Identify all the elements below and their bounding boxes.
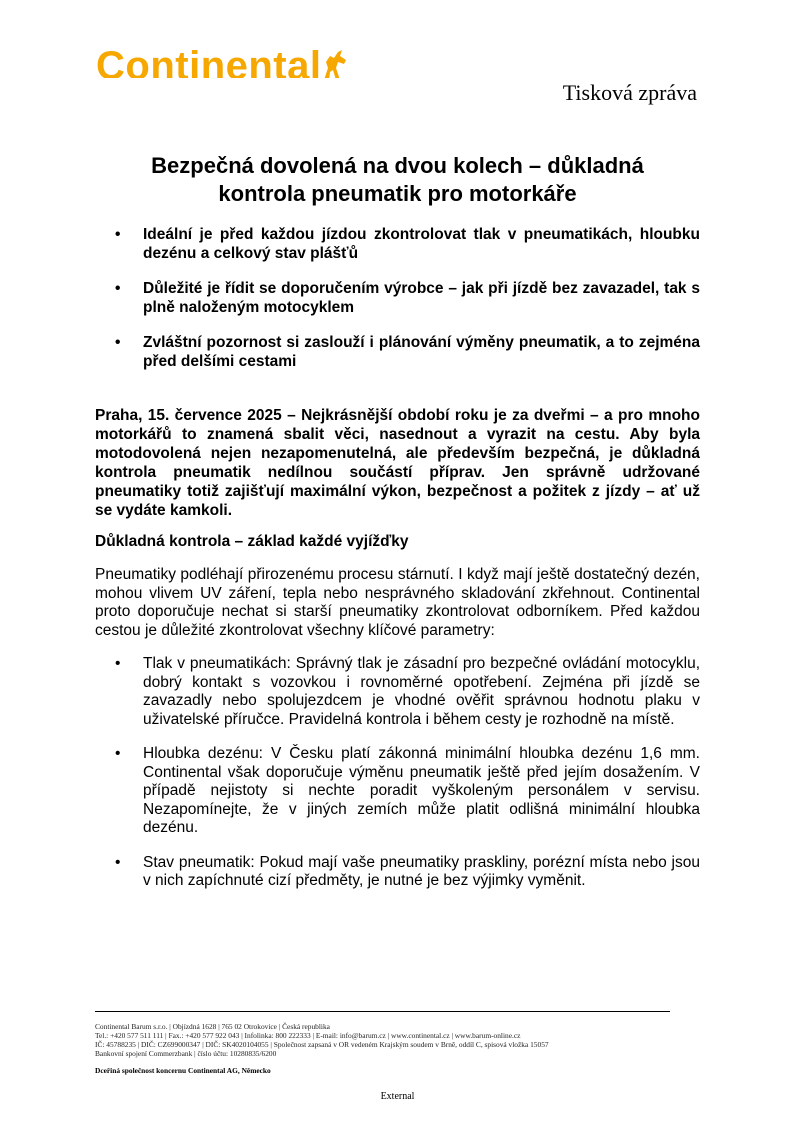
bullet-icon: • — [115, 226, 121, 243]
bullet-icon: • — [115, 853, 121, 871]
bullet-icon: • — [115, 745, 121, 762]
bullet-icon: • — [115, 334, 121, 351]
document-type: Tisková zpráva — [562, 80, 697, 105]
bullet-icon: • — [115, 280, 121, 297]
parameter-text: Tlak v pneumatikách: Správný tlak je zásadní pro bezpečné ovládání motocyklu, dobrý kontakt s vozovkou i rovnoměrné opotřebení. Zejména při jízdě se zavazadly nebo spolujezdcem je vhodné ověřit správnou hodnotu plaku v uživatelské příručce. Pravidelná kontrola i během cesty je rozhodně na místě. — [143, 655, 700, 728]
highlight-text: Důležité je řídit se doporučením výrobce – jak při jízdě bez zavazadel, tak s plně naloženým motocyklem — [143, 280, 700, 316]
footer-divider — [95, 1011, 670, 1012]
highlight-text: Ideální je před každou jízdou zkontrolovat tlak v pneumatikách, hloubku dezénu a celkový stav plášťů — [143, 226, 700, 262]
logo-wordmark: Continental — [96, 46, 322, 78]
parameter-item — [95, 745, 700, 838]
horse-icon — [318, 48, 350, 78]
parameter-item — [95, 655, 700, 729]
highlight-item — [95, 333, 700, 371]
footer-bank: Bankovní spojení Commerzbank | číslo účtu: 10280835/6200 — [95, 1049, 277, 1058]
lead-paragraph: Praha, 15. července 2025 – Nejkrásnější období roku je za dveřmi – a pro mnoho motorkářů to znamená sbalit věci, nasednout a vyrazit na cestu. Aby byla motodovolená nejen nezapomenutelná, ale především bezpečná, je důkladná kontrola pneumatik nedílnou součástí příprav. Jen správně udržované pneumatiky totiž zajišťují maximální výkon, bezpečnost a požitek z jízdy – ať už se vydáte kamkoli. — [95, 407, 700, 519]
classification-label: External — [380, 1091, 415, 1102]
footer-registration: IČ: 45788235 | DIČ: CZ699000347 | DIČ: SK4020104055 | Společnost zapsaná v OR vedeném Krajským soudem v Brně, oddíl C, spisová vložka 15057 — [95, 1040, 549, 1049]
section-heading: Důkladná kontrola – základ každé vyjížďky — [95, 533, 409, 550]
highlight-item — [95, 225, 700, 263]
intro-paragraph: Pneumatiky podléhají přirozenému procesu stárnutí. I když mají ještě dostatečný dezén, mohou vlivem UV záření, tepla nebo nesprávného skladování zkřehnout. Continental proto doporučuje nechat si starší pneumatiky zkontrolovat odborníkem. Před každou cestou je důležité zkontrolovat všechny klíčové parametry: — [95, 566, 700, 639]
parameter-text: Stav pneumatik: Pokud mají vaše pneumatiky praskliny, porézní místa nebo jsou v nich zapíchnuté cizí předměty, je nutné je bez výjimky vyměnit. — [143, 853, 700, 889]
parameter-item — [95, 854, 700, 891]
highlight-text: Zvláštní pozornost si zaslouží i plánování výměny pneumatik, a to zejména před delšími cestami — [143, 334, 700, 370]
footer-contacts: Tel.: +420 577 511 111 | Fax.: +420 577 922 043 | Infolinka: 800 222333 | E-mail: info@barum.cz | www.continental.cz | www.barum-online.cz — [95, 1031, 521, 1040]
parameters-list — [95, 655, 700, 907]
continental-logo — [96, 46, 356, 78]
footer-address: Continental Barum s.r.o. | Objízdná 1628 | 765 02 Otrokovice | Česká republika — [95, 1022, 330, 1031]
bullet-icon: • — [115, 655, 121, 672]
highlight-item — [95, 279, 700, 317]
company-footer — [95, 1022, 675, 1058]
footer-subsidiary: Dceřiná společnost koncernu Continental AG, Německo — [95, 1066, 271, 1075]
title-line-1: Bezpečná dovolená na dvou kolech – důkladná — [151, 153, 644, 178]
parameter-text: Hloubka dezénu: V Česku platí zákonná minimální hloubka dezénu 1,6 mm. Continental však doporučuje výměnu pneumatik ještě před jejím dosažením. V případě nejistoty si nechte poradit vyškoleným personálem v servisu. Nezapomínejte, že v jiných zemích může platit odlišná minimální hloubka dezénu. — [143, 745, 700, 836]
highlights-list — [95, 225, 700, 387]
title-line-2: kontrola pneumatik pro motorkáře — [218, 181, 577, 206]
page-title — [95, 152, 700, 208]
